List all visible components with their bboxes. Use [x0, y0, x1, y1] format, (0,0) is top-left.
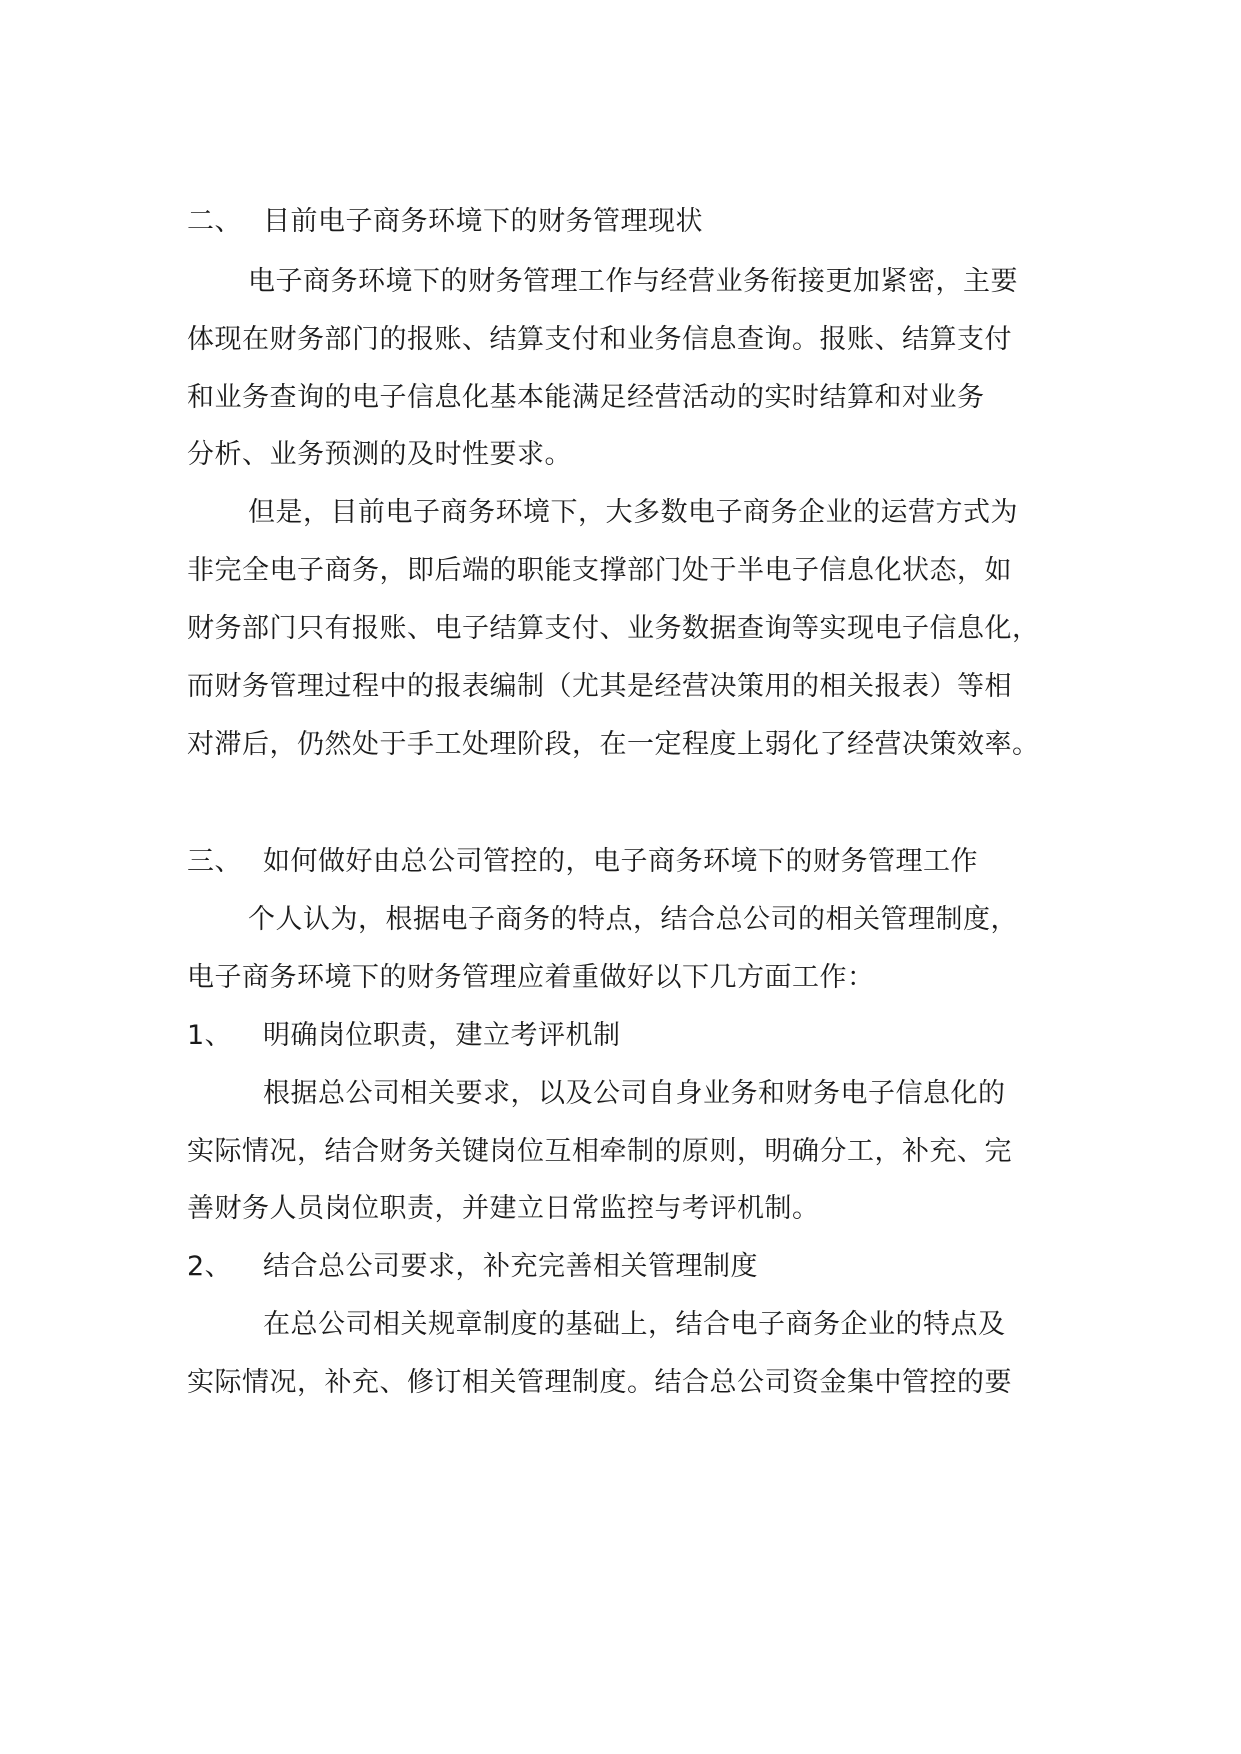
- paragraph-line: 实际情况，结合财务关键岗位互相牵制的原则，明确分工，补充、完: [187, 1136, 1012, 1167]
- item-1-title: 明确岗位职责，建立考评机制: [263, 1020, 621, 1051]
- section-3-heading: [187, 844, 1067, 880]
- section-3-title: 如何做好由总公司管控的，电子商务环境下的财务管理工作: [263, 846, 978, 877]
- item-1-heading: [187, 1018, 1067, 1054]
- paragraph-line: 和业务查询的电子信息化基本能满足经营活动的实时结算和对业务: [187, 382, 985, 413]
- paragraph-line: 对滞后，仍然处于手工处理阶段，在一定程度上弱化了经营决策效率。: [187, 729, 1040, 760]
- paragraph-line: 实际情况，补充、修订相关管理制度。结合总公司资金集中管控的要: [187, 1367, 1012, 1398]
- item-2-title: 结合总公司要求，补充完善相关管理制度: [263, 1251, 758, 1282]
- section-2-heading: [187, 204, 1067, 240]
- section-3-number: 三、: [187, 846, 242, 877]
- section-2-title: 目前电子商务环境下的财务管理现状: [263, 206, 703, 237]
- paragraph-line: 根据总公司相关要求，以及公司自身业务和财务电子信息化的: [263, 1078, 1006, 1109]
- paragraph-line: 而财务管理过程中的报表编制（尤其是经营决策用的相关报表）等相: [187, 671, 1012, 702]
- paragraph-line: 个人认为，根据电子商务的特点，结合总公司的相关管理制度，: [248, 904, 1018, 935]
- item-2-number: 2、: [187, 1251, 233, 1282]
- item-1-number: 1、: [187, 1020, 233, 1051]
- section-2-number: 二、: [187, 206, 242, 237]
- paragraph-line: 善财务人员岗位职责，并建立日常监控与考评机制。: [187, 1193, 820, 1224]
- paragraph-line: 电子商务环境下的财务管理应着重做好以下几方面工作：: [187, 962, 875, 993]
- item-2-heading: [187, 1249, 1067, 1285]
- paragraph-line: 在总公司相关规章制度的基础上，结合电子商务企业的特点及: [263, 1309, 1006, 1340]
- paragraph-line: 分析、业务预测的及时性要求。: [187, 439, 572, 470]
- paragraph-line: 电子商务环境下的财务管理工作与经营业务衔接更加紧密，主要: [248, 266, 1018, 297]
- paragraph-line: 财务部门只有报账、电子结算支付、业务数据查询等实现电子信息化，: [187, 613, 1040, 644]
- paragraph-line: 非完全电子商务，即后端的职能支撑部门处于半电子信息化状态，如: [187, 555, 1012, 586]
- paragraph-line: 体现在财务部门的报账、结算支付和业务信息查询。报账、结算支付: [187, 324, 1012, 355]
- paragraph-line: 但是，目前电子商务环境下，大多数电子商务企业的运营方式为: [248, 497, 1018, 528]
